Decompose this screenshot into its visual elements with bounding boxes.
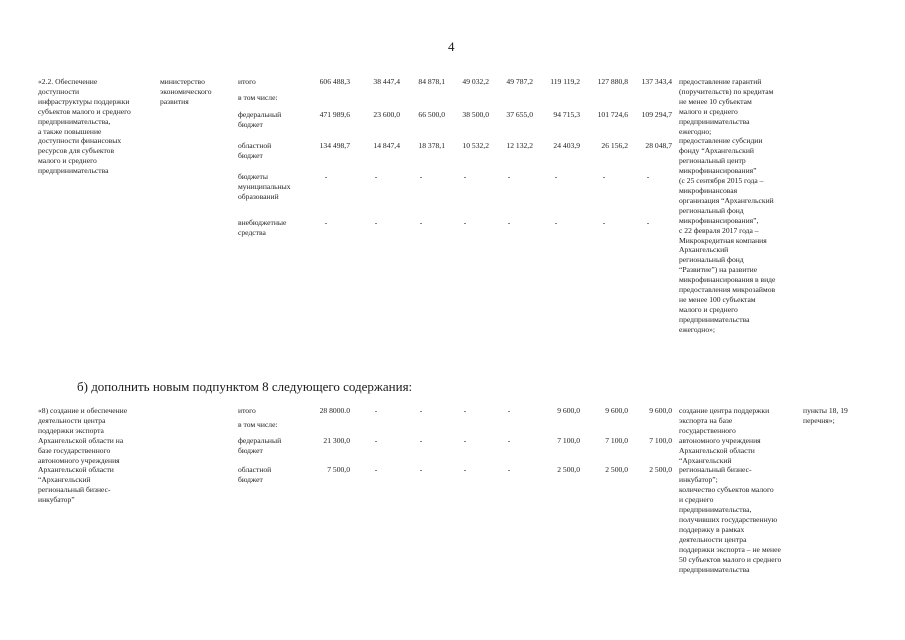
section1-result-line: микрофинансирования”	[679, 166, 757, 176]
s1-row-label: бюджеты муниципальных образований	[238, 172, 291, 201]
section2-result-line: 50 субъектов малого и среднего	[679, 554, 782, 564]
s1-cell: 38 500,0	[462, 110, 489, 119]
s2-cell: 2 500,0	[557, 465, 580, 474]
s1-cell: 606 488,3	[319, 77, 350, 86]
s1-cell: -	[324, 218, 328, 227]
s2-cell: 9 600,0	[557, 406, 580, 415]
section1-result	[679, 77, 775, 335]
s1-cell: -	[374, 172, 378, 181]
section2-result-line: Архангельской области	[679, 445, 755, 455]
section2-title-line: инкубатор”	[38, 495, 75, 505]
s1-cell: 66 500,0	[418, 110, 445, 119]
s1-cell: -	[507, 218, 511, 227]
section2-title-line: «8) создание и обеспечение	[38, 406, 128, 415]
section1-executor	[160, 77, 212, 107]
s2-cell: 9 600,0	[649, 406, 672, 415]
s2-cell: 7 100,0	[649, 436, 672, 445]
section1-result-line: не менее 100 субъектам	[679, 294, 756, 304]
executor-line: развития	[160, 96, 189, 106]
s2-cell: 28 8000.0	[319, 406, 350, 415]
section1-result-line: фонду “Архангельский	[679, 146, 754, 156]
s2-cell: -	[463, 465, 467, 474]
s2-row-label: итого	[238, 406, 256, 415]
section1-result-line: предоставления микрозаймов	[679, 285, 776, 295]
s2-cell: 9 600,0	[605, 406, 628, 415]
s1-cell: -	[602, 172, 606, 181]
section2-title-line: “Архангельский	[38, 475, 91, 485]
section2-title-line: базе государственного	[38, 445, 111, 455]
section2-result-line: и среднего	[679, 495, 714, 505]
section1-result-line: ежегодно;	[679, 126, 712, 136]
section1-title-line: «2.2. Обеспечение	[38, 77, 98, 86]
s2-cell: -	[374, 406, 378, 415]
section2-result-line: поддержки экспорта – не менее	[679, 544, 781, 554]
s2-cell: 7 100,0	[557, 436, 580, 445]
section1-title-line: предпринимательства,	[38, 116, 111, 126]
s1-cell: 38 447,4	[373, 77, 400, 86]
reference-line: перечня»;	[803, 415, 835, 425]
s1-cell: -	[507, 172, 511, 181]
s2-cell: 7 100,0	[605, 436, 628, 445]
section2-result-line: деятельности центра	[679, 534, 747, 544]
section1-result-line: микрофинансирования в виде	[679, 275, 776, 285]
section1-result-line: Микрокредитная компания	[679, 235, 767, 245]
section2-result-line: поддержку в рамках	[679, 524, 745, 534]
section2-title-line: поддержки экспорта	[38, 425, 104, 435]
section1-result-line: предпринимательства	[679, 314, 750, 324]
executor-line: министерство	[160, 77, 205, 86]
section1-result-line: Архангельский	[679, 245, 729, 255]
s2-cell: -	[463, 436, 467, 445]
s2-cell: -	[419, 465, 423, 474]
s1-cell: 10 532,2	[462, 141, 489, 150]
section1-title-line: доступности финансовых	[38, 136, 122, 146]
section1-title-line: малого и среднего	[38, 156, 97, 166]
section1-result-line: региональный фонд	[679, 255, 744, 265]
s1-cell: -	[554, 218, 558, 227]
s2-cell: -	[374, 465, 378, 474]
section2-title	[38, 406, 127, 505]
s1-row-label: итого	[238, 77, 256, 86]
section1-title-line: ресурсов для субъектов	[38, 146, 115, 156]
section1-result-line: региональный центр	[679, 156, 746, 166]
s1-cell: -	[646, 172, 650, 181]
s2-row-label: федеральный бюджет	[238, 436, 282, 455]
s1-cell: -	[463, 218, 467, 227]
s1-cell: 18 378,1	[418, 141, 445, 150]
s1-cell: -	[463, 172, 467, 181]
s2-cell: 2 500,0	[649, 465, 672, 474]
section2-result-line: “Архангельский	[679, 455, 732, 465]
s1-cell: 49 032,2	[462, 77, 489, 86]
section2-result-line: региональный бизнес-	[679, 465, 752, 475]
s1-row-label: в том числе:	[238, 93, 278, 102]
section2-result-line: предпринимательства,	[679, 505, 752, 515]
s1-cell: 471 989,6	[319, 110, 350, 119]
s2-cell: -	[419, 406, 423, 415]
section1-result-line: малого и среднего	[679, 304, 738, 314]
s1-cell: -	[419, 172, 423, 181]
section2-result	[679, 406, 781, 574]
s2-cell: -	[507, 436, 511, 445]
s1-cell: 134 498,7	[319, 141, 350, 150]
section2-title-line: Архангельской области	[38, 465, 114, 475]
s2-cell: 7 500,0	[327, 465, 350, 474]
section1-result-line: малого и среднего	[679, 106, 738, 116]
s2-cell: -	[507, 465, 511, 474]
s2-cell: -	[507, 406, 511, 415]
section1-result-line: (с 25 сентября 2015 года –	[679, 176, 764, 186]
section1-title	[38, 77, 131, 176]
section1-result-line: предоставление субсидии	[679, 136, 763, 146]
section1-title-line: доступности	[38, 86, 80, 96]
s1-cell: 84 878,1	[418, 77, 445, 86]
s2-cell: -	[463, 406, 467, 415]
s1-cell: 23 600,0	[373, 110, 400, 119]
section2-result-line: государственного	[679, 425, 736, 435]
section2-result-line: предпринимательства	[679, 564, 750, 574]
section1-result-line: предпринимательства	[679, 116, 750, 126]
section1-result-line: не менее 10 субъектам	[679, 96, 752, 106]
s1-cell: -	[324, 172, 328, 181]
s1-cell: 94 715,3	[553, 110, 580, 119]
s1-row-label: областной бюджет	[238, 141, 272, 160]
s1-cell: 12 132,2	[506, 141, 533, 150]
s1-cell: 127 880,8	[597, 77, 628, 86]
s1-cell: 28 048,7	[645, 141, 672, 150]
section2-reference	[803, 406, 848, 426]
section1-result-line: предоставление гарантий	[679, 77, 762, 86]
s2-row-label: областной бюджет	[238, 465, 272, 484]
section1-title-line: инфраструктуры поддержки	[38, 96, 130, 106]
section1-result-line: с 22 февраля 2017 года –	[679, 225, 759, 235]
s2-cell: -	[374, 436, 378, 445]
s2-cell: 21 300,0	[323, 436, 350, 445]
section2-result-line: создание центра поддержки	[679, 406, 770, 415]
section1-result-line: микрофинансирования”,	[679, 215, 759, 225]
section1-result-line: организация “Архангельский	[679, 195, 774, 205]
section1-title-line: субъектов малого и среднего	[38, 106, 131, 116]
s1-cell: 26 156,2	[601, 141, 628, 150]
s2-cell: 2 500,0	[605, 465, 628, 474]
section1-result-line: (поручительств) по кредитам	[679, 86, 774, 96]
page-number: 4	[448, 39, 455, 54]
s1-cell: -	[419, 218, 423, 227]
s1-row-label: внебюджетные средства	[238, 218, 287, 237]
section1-title-line: предпринимательства	[38, 166, 109, 176]
s1-cell: -	[646, 218, 650, 227]
section2-result-line: экспорта на базе	[679, 415, 733, 425]
section1-result-line: ежегодно»;	[679, 324, 716, 334]
s1-cell: 101 724,6	[597, 110, 628, 119]
section2-result-line: получивших государственную	[679, 514, 778, 524]
s2-row-label: в том числе:	[238, 420, 278, 429]
s1-cell: -	[374, 218, 378, 227]
s1-cell: 109 294,7	[641, 110, 672, 119]
s1-cell: 119 119,2	[550, 77, 580, 86]
s1-cell: 137 343,4	[641, 77, 672, 86]
section1-result-line: микрофинансовая	[679, 185, 738, 195]
s1-cell: -	[602, 218, 606, 227]
s1-cell: 24 403,9	[553, 141, 580, 150]
section1-result-line: региональный фонд	[679, 205, 744, 215]
executor-line: экономического	[160, 86, 212, 96]
s1-cell: 14 847,4	[373, 141, 400, 150]
reference-line: пункты 18, 19	[803, 406, 848, 415]
section1-title-line: а также повышение	[38, 126, 102, 136]
section2-title-line: автономного учреждения	[38, 455, 120, 465]
section2-title-line: Архангельской области на	[38, 435, 124, 445]
section1-result-line: “Развитие”) на развитие	[679, 265, 758, 275]
section2-title-line: деятельности центра	[38, 415, 106, 425]
subsection-heading: б) дополнить новым подпунктом 8 следующего содержания:	[77, 379, 413, 394]
s1-row-label: федеральный бюджет	[238, 110, 282, 129]
s1-cell: 37 655,0	[506, 110, 533, 119]
s1-cell: -	[554, 172, 558, 181]
section2-result-line: количество субъектов малого	[679, 485, 774, 495]
section2-result-line: инкубатор”;	[679, 475, 718, 485]
section2-result-line: автономного учреждения	[679, 435, 761, 445]
s2-cell: -	[419, 436, 423, 445]
section2-title-line: региональный бизнес-	[38, 485, 111, 495]
s1-cell: 49 787,2	[506, 77, 533, 86]
